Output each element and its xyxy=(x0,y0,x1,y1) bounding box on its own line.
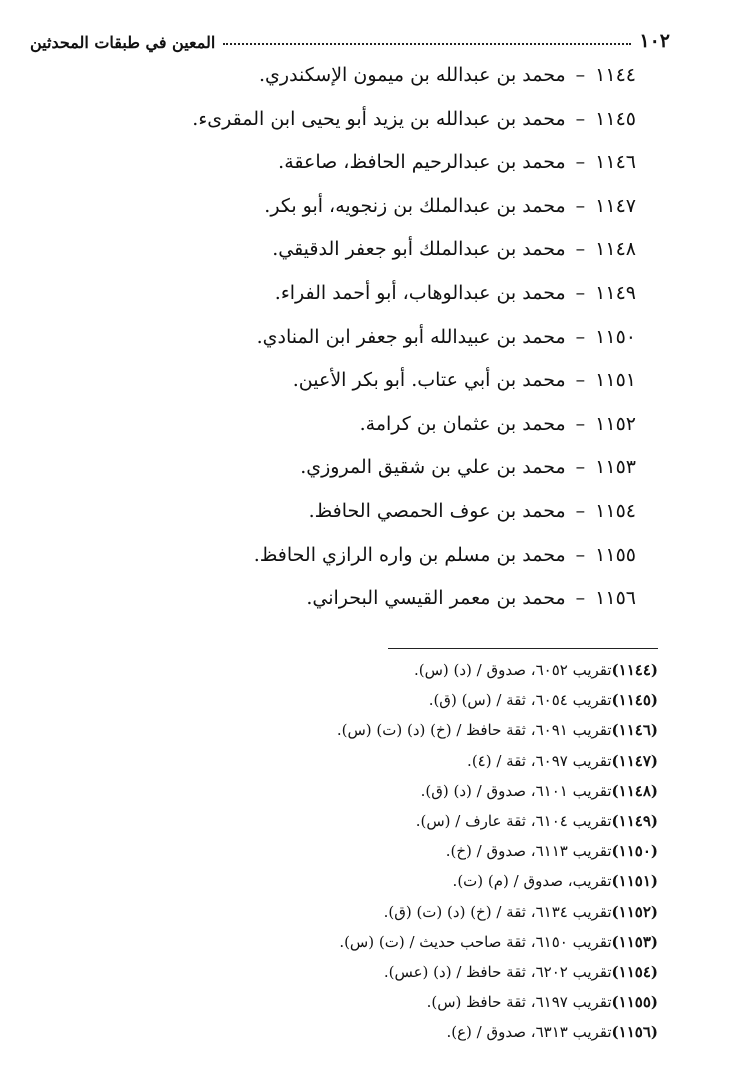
footnote-item xyxy=(98,685,658,715)
entry-separator: – xyxy=(575,64,586,86)
footnote-item xyxy=(98,897,658,927)
entry-separator: – xyxy=(575,281,586,304)
footnote-divider xyxy=(388,648,658,649)
running-header xyxy=(30,24,670,52)
footnote-text: تقريب، صدوق / (م) (ت). xyxy=(452,872,612,891)
entries-list xyxy=(116,54,636,621)
entry-item xyxy=(116,98,636,142)
entry-number: ١١٥٢ xyxy=(595,412,636,435)
entry-item xyxy=(116,185,636,229)
footnote-text: تقريب ٦١٠١، صدوق / (د) (ق). xyxy=(420,781,612,800)
entry-item xyxy=(116,446,636,490)
entry-separator: – xyxy=(575,325,586,348)
entry-text: محمد بن عبدالله بن ميمون الإسكندري. xyxy=(259,64,566,86)
entry-text: محمد بن علي بن شقيق المروزي. xyxy=(300,456,566,479)
entry-number: ١١٥٠ xyxy=(595,325,636,348)
footnote-ref: (١١٤٥) xyxy=(611,691,658,710)
footnote-item xyxy=(98,957,658,987)
entry-item xyxy=(116,534,636,578)
entry-number: ١١٥٥ xyxy=(595,543,636,566)
entry-item xyxy=(116,403,636,447)
entry-separator: – xyxy=(575,107,586,130)
entry-item xyxy=(116,316,636,360)
entry-item xyxy=(116,272,636,316)
header-dot-leader xyxy=(223,43,631,45)
entry-text: محمد بن عبدالملك أبو جعفر الدقيقي. xyxy=(272,238,566,261)
footnote-item xyxy=(98,987,658,1017)
footnote-ref: (١١٥١) xyxy=(611,872,658,891)
entry-number: ١١٤٤ xyxy=(595,64,636,86)
entry-separator: – xyxy=(575,151,586,174)
entry-separator: – xyxy=(575,587,586,610)
entry-text: محمد بن عبيدالله أبو جعفر ابن المنادي. xyxy=(256,325,566,348)
footnote-ref: (١١٤٨) xyxy=(611,781,658,800)
entry-text: محمد بن مسلم بن واره الرازي الحافظ. xyxy=(253,543,566,566)
entry-text: محمد بن عثمان بن كرامة. xyxy=(359,412,566,435)
footnote-item xyxy=(98,746,658,776)
footnote-item xyxy=(98,927,658,957)
entry-number: ١١٥٦ xyxy=(595,587,636,610)
footnote-text: تقريب ٦٠٥٤، ثقة / (س) (ق). xyxy=(428,691,612,710)
footnotes-list xyxy=(98,655,658,1047)
footnote-item xyxy=(98,1017,658,1047)
entry-item xyxy=(116,228,636,272)
footnote-text: تقريب ٦٠٩٧، ثقة / (٤). xyxy=(467,751,612,770)
entry-text: محمد بن عبدالملك بن زنجويه، أبو بكر. xyxy=(264,194,566,217)
footnote-text: تقريب ٦١١٣، صدوق / (خ). xyxy=(445,842,612,861)
footnote-item xyxy=(98,655,658,685)
footnote-text: تقريب ٦١٥٠، ثقة صاحب حديث / (ت) (س). xyxy=(339,932,612,951)
entry-number: ١١٥٣ xyxy=(595,456,636,479)
entry-item xyxy=(116,577,636,621)
footnote-text: تقريب ٦١٠٤، ثقة عارف / (س). xyxy=(415,811,612,830)
footnote-ref: (١١٥٥) xyxy=(611,993,658,1012)
entry-number: ١١٤٦ xyxy=(595,151,636,174)
entry-number: ١١٥٤ xyxy=(595,499,636,522)
entry-separator: – xyxy=(575,543,586,566)
entry-number: ١١٤٧ xyxy=(595,194,636,217)
footnote-ref: (١١٥٤) xyxy=(611,962,658,981)
footnote-text: تقريب ٦٠٩١، ثقة حافظ / (خ) (د) (ت) (س). xyxy=(336,721,612,740)
footnote-item xyxy=(98,866,658,896)
entry-text: محمد بن أبي عتاب. أبو بكر الأعين. xyxy=(292,369,566,392)
entry-separator: – xyxy=(575,238,586,261)
footnote-text: تقريب ٦٢٠٢، ثقة حافظ / (د) (عس). xyxy=(383,962,612,981)
footnote-text: تقريب ٦١٩٧، ثقة حافظ (س). xyxy=(426,993,612,1012)
entry-number: ١١٥١ xyxy=(595,369,636,392)
footnote-text: تقريب ٦١٣٤، ثقة / (خ) (د) (ت) (ق). xyxy=(383,902,612,921)
footnote-ref: (١١٤٦) xyxy=(611,721,658,740)
entry-item xyxy=(116,141,636,185)
footnote-ref: (١١٤٩) xyxy=(611,811,658,830)
footnote-item xyxy=(98,806,658,836)
footnote-ref: (١١٤٤) xyxy=(611,661,658,679)
entry-number: ١١٤٥ xyxy=(595,107,636,130)
entry-text: محمد بن عبدالوهاب، أبو أحمد الفراء. xyxy=(274,281,566,304)
footnote-ref: (١١٥٢) xyxy=(611,902,658,921)
entry-item xyxy=(116,490,636,534)
entry-separator: – xyxy=(575,412,586,435)
footnote-ref: (١١٥٠) xyxy=(611,842,658,861)
page-number: ١٠٢ xyxy=(639,30,670,52)
footnote-text: تقريب ٦٣١٣، صدوق / (ع). xyxy=(446,1023,612,1042)
entry-item xyxy=(116,359,636,403)
entry-separator: – xyxy=(575,499,586,522)
entry-separator: – xyxy=(575,456,586,479)
entry-separator: – xyxy=(575,194,586,217)
entry-text: محمد بن عوف الحمصي الحافظ. xyxy=(308,499,566,522)
entry-separator: – xyxy=(575,369,586,392)
entry-text: محمد بن معمر القيسي البحراني. xyxy=(306,587,566,610)
entry-number: ١١٤٩ xyxy=(595,281,636,304)
footnote-ref: (١١٤٧) xyxy=(611,751,658,770)
book-title: المعين في طبقات المحدثين xyxy=(30,33,216,52)
footnote-item xyxy=(98,836,658,866)
footnote-ref: (١١٥٣) xyxy=(611,932,658,951)
footnote-item xyxy=(98,715,658,745)
entry-number: ١١٤٨ xyxy=(595,238,636,261)
footnote-ref: (١١٥٦) xyxy=(611,1023,658,1042)
entry-item xyxy=(116,54,636,98)
entry-text: محمد بن عبدالله بن يزيد أبو يحيى ابن المقرىء. xyxy=(192,107,566,130)
footnote-text: تقريب ٦٠٥٢، صدوق / (د) (س). xyxy=(413,661,612,679)
footnote-item xyxy=(98,776,658,806)
entry-text: محمد بن عبدالرحيم الحافظ، صاعقة. xyxy=(278,151,566,174)
